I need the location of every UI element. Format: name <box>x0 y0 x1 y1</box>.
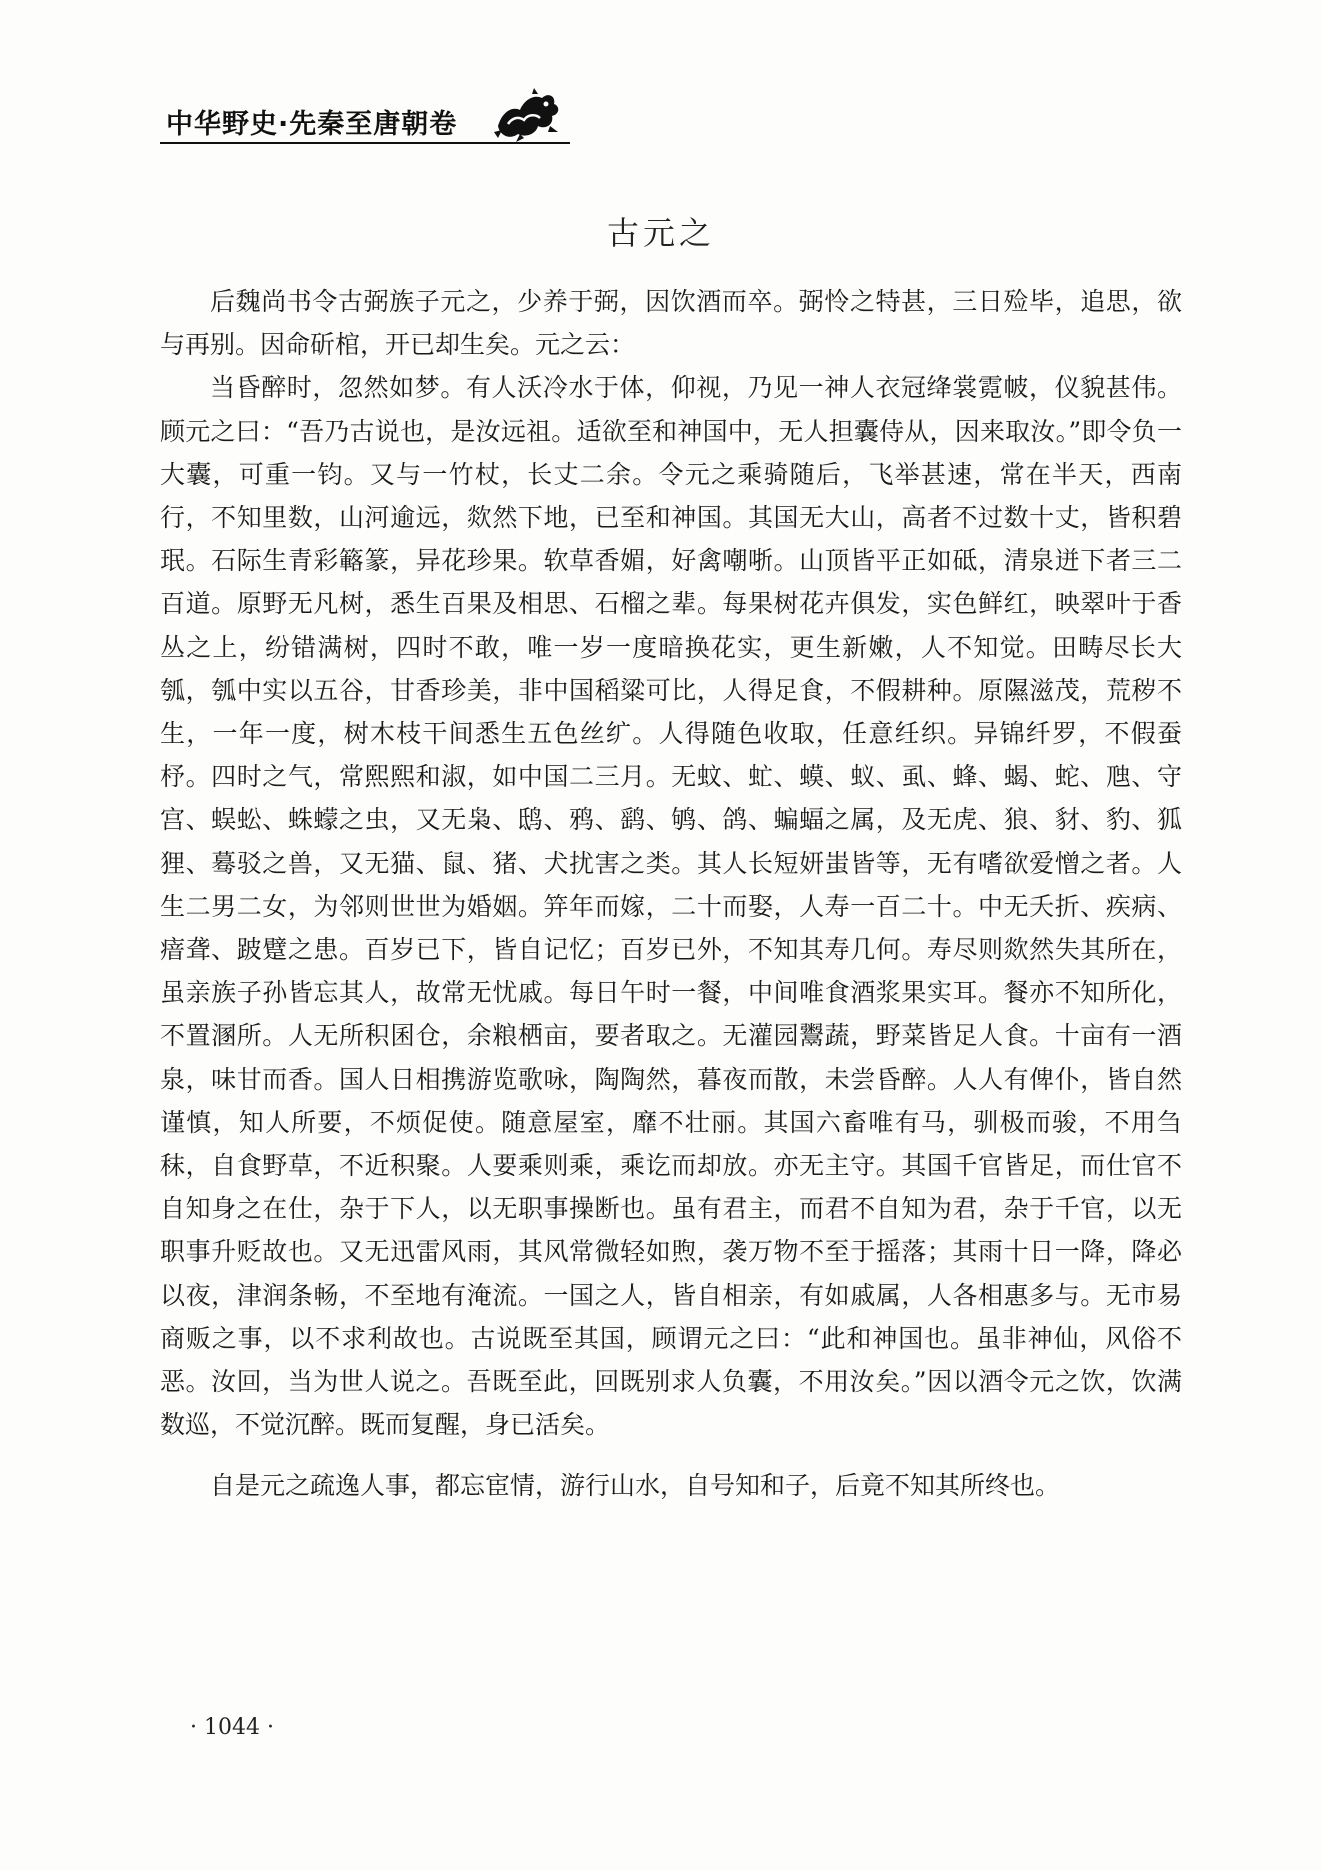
chapter-title: 古元之 <box>606 214 715 252</box>
running-header-title: 中华野史·先秦至唐朝卷 <box>166 109 458 140</box>
paragraph: 当昏醉时，忽然如梦。有人沃冷水于体，仰视，乃见一神人衣冠绛裳霓帔，仪貌甚伟。顾元之曰：“吾乃古说也，是汝远祖。适欲至和神国中，无人担囊侍从，因来取汝。”即令负一大囊，可重一钧。又与一竹杖，长丈二余。令元之乘骑随后，飞举甚速，常在半天，西南行，不知里数，山河逾远，欻然下地，已至和神国。其国无大山，高者不过数十丈，皆积碧珉。石际生青彩簵篆，异花珍果。软草香媚，好禽嘲哳。山顶皆平正如砥，清泉迸下者三二百道。原野无凡树，悉生百果及相思、石榴之辈。每果树花卉俱发，实色鲜红，映翠叶于香丛之上，纷错满树，四时不敢，唯一岁一度暗换花实，更生新嫩，人不知觉。田畴尽长大瓠，瓠中实以五谷，甘香珍美，非中国稻粱可比，人得足食，不假耕种。原隰滋茂，荒秽不生，一年一度，树木枝干间悉生五色丝纩。人得随色收取，任意纴织。异锦纤罗，不假蚕杼。四时之气，常熙熙和淑，如中国二三月。无蚊、虻、蟆、蚁、虱、蜂、蝎、蛇、虺、守宫、蜈蚣、蛛蠓之虫，又无枭、鸱、鸦、鹞、鸲、鸽、蝙蝠之属，及无虎、狼、豺、豹、狐狸、蓦驳之兽，又无猫、鼠、猪、犬扰害之类。其人长短妍蚩皆等，无有嗜欲爱憎之者。人生二男二女，为邻则世世为婚姻。笄年而嫁，二十而娶，人寿一百二十。中无夭折、疾病、瘖聋、跛躄之患。百岁已下，皆自记忆；百岁已外，不知其寿几何。寿尽则欻然失其所在，虽亲族子孙皆忘其人，故常无忧戚。每日午时一餐，中间唯食酒浆果实耳。餐亦不知所化，不置溷所。人无所积囷仓，余粮栖亩，要者取之。无灌园鬻蔬，野菜皆足人食。十亩有一酒泉，味甘而香。国人日相携游览歌咏，陶陶然，暮夜而散，未尝昏醉。人人有俾仆，皆自然谨慎，知人所要，不烦促使。随意屋室，靡不壮丽。其国六畜唯有马，驯极而骏，不用刍秣，自食野草，不近积聚。人要乘则乘，乘讫而却放。亦无主守。其国千官皆足，而仕官不自知身之在仕，杂于下人，以无职事操断也。虽有君主，而君不自知为君，杂于千官，以无职事升贬故也。又无迅雷风雨，其风常微轻如煦，袭万物不至于摇落；其雨十日一降，降必以夜，津润条畅，不至地有淹流。一国之人，皆自相亲，有如戚属，人各相惠多与。无市易商贩之事，以不求利故也。古说既至其国，顾谓元之曰：“此和神国也。虽非神仙，风俗不恶。汝回，当为世人说之。吾既至此，回既别求人负囊，不用汝矣。”因以酒令元之饮，饮满数巡，不觉沉醉。既而复醒，身已活矣。 <box>160 373 1182 1440</box>
running-header <box>160 86 570 146</box>
header-rule <box>160 142 570 144</box>
dragon-emblem-icon <box>490 86 562 144</box>
paragraph: 自是元之疏逸人事，都忘宦情，游行山水，自号知和子，后竟不知其所终也。 <box>210 1471 1061 1501</box>
body-text <box>160 280 1182 1508</box>
page-number: · 1044 · <box>190 1715 274 1740</box>
paragraph: 后魏尚书令古弼族子元之，少养于弼，因饮酒而卒。弼怜之特甚，三日殓毕，追思，欲与再别。因命斫棺，开已却生矣。元之云： <box>160 287 1182 360</box>
